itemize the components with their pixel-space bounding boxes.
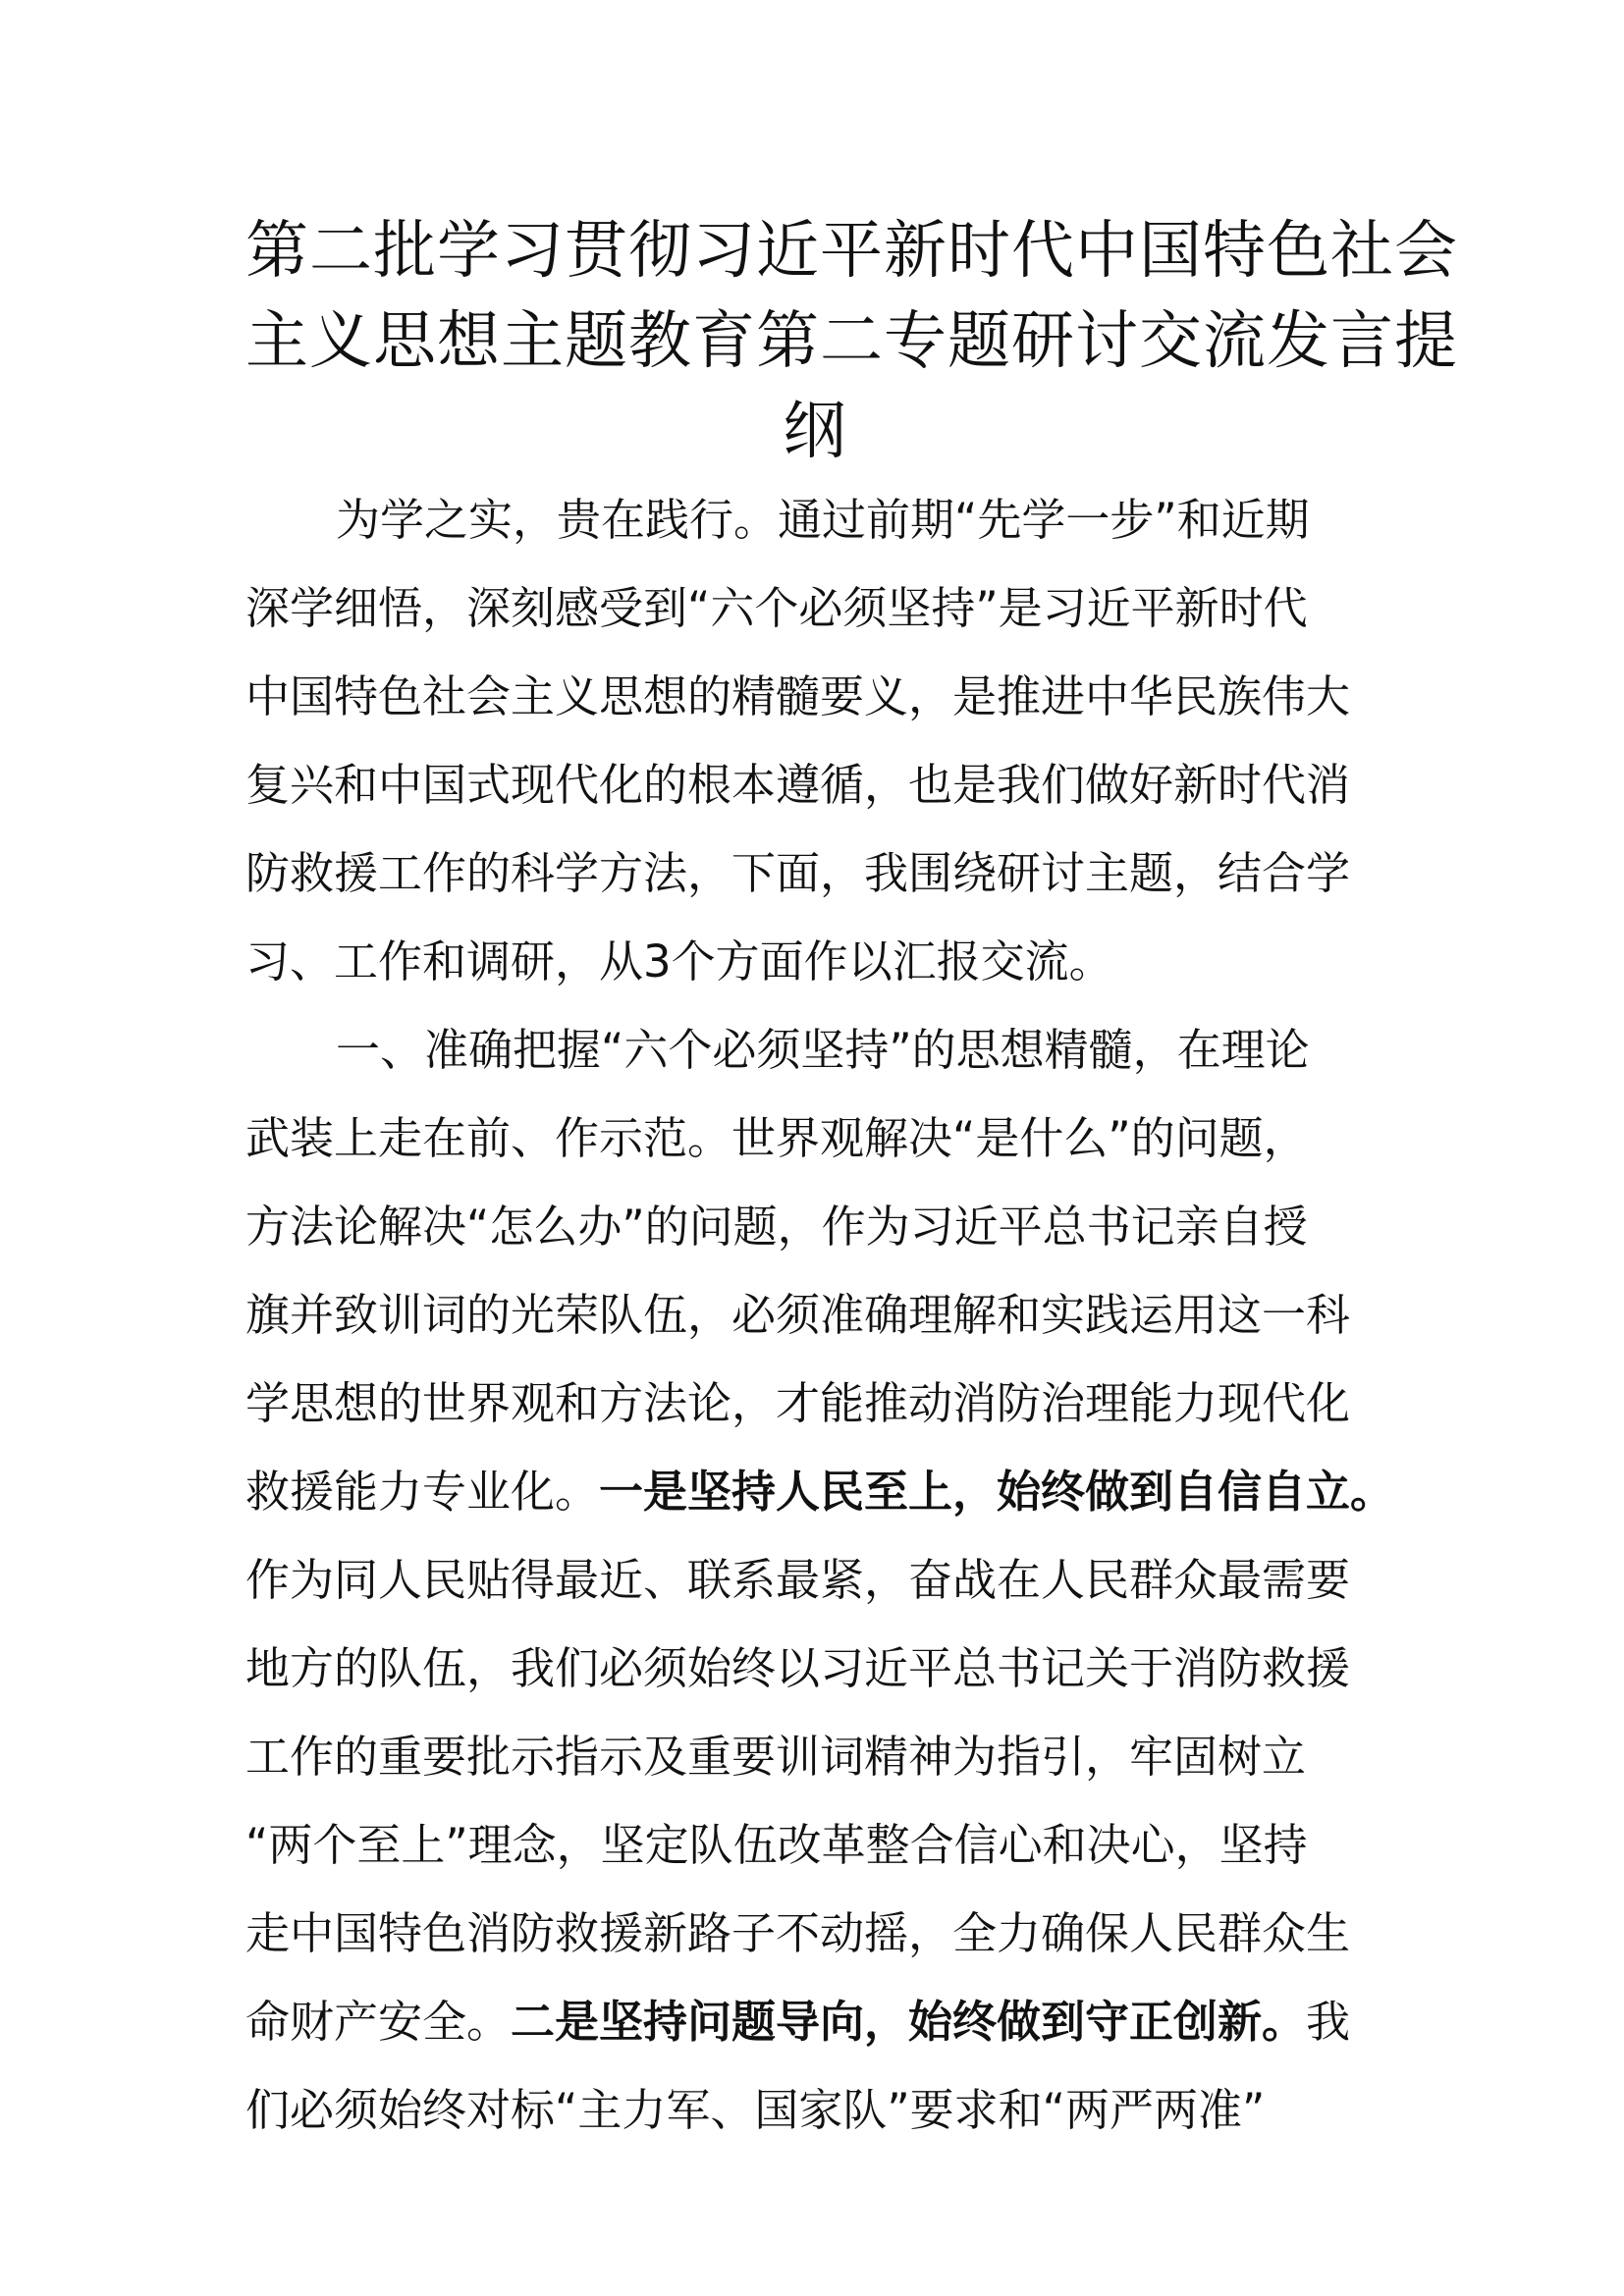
body-line [245, 918, 1394, 1006]
document-title [245, 206, 1458, 477]
text-segment: 走中国特色消防救援新路子不动摇，全力确保人民群众生 [245, 1907, 1351, 1959]
text-segment: 深学细悟，深刻感受到“六个必须坚持”是习近平新时代 [245, 582, 1308, 634]
text-segment: 旗并致训词的光荣队伍，必须准确理解和实践运用这一科 [245, 1289, 1351, 1341]
bold-point-heading: 二是坚持问题导向，始终做到守正创新。 [511, 1996, 1307, 2048]
text-segment: 工作的重要批示指示及重要训词精神为指引，牢固树立 [245, 1731, 1307, 1783]
body-line [245, 2066, 1394, 2155]
body-line [245, 741, 1394, 829]
body-line [245, 1978, 1394, 2066]
body-line [245, 1536, 1394, 1625]
text-segment: 救援能力专业化。 [245, 1466, 600, 1518]
body-line [245, 1271, 1394, 1360]
body-line [245, 1448, 1394, 1536]
text-segment: 命财产安全。 [245, 1996, 512, 2048]
bold-point-heading: 一是坚持人民至上，始终做到自信自立。 [599, 1466, 1395, 1518]
text-segment: 地方的队伍，我们必须始终以习近平总书记关于消防救援 [245, 1642, 1351, 1694]
title-line: 主义思想主题教育第二专题研讨交流发言提 [245, 305, 1458, 378]
text-segment: 武装上走在前、作示范。世界观解决“是什么”的问题， [245, 1112, 1308, 1164]
body-line [245, 564, 1394, 653]
body-line [245, 1360, 1394, 1448]
body-line [245, 1095, 1394, 1183]
title-line: 纲 [783, 396, 847, 468]
text-segment: 作为同人民贴得最近、联系最紧，奋战在人民群众最需要 [245, 1554, 1351, 1606]
text-segment: 我 [1306, 1996, 1351, 2048]
body-line [245, 653, 1394, 741]
text-segment: 学思想的世界观和方法论，才能推动消防治理能力现代化 [245, 1377, 1351, 1429]
text-segment: 一、准确把握“六个必须坚持”的思想精髓，在理论 [336, 1024, 1310, 1076]
body-line [245, 1801, 1394, 1890]
body-line [245, 1713, 1394, 1801]
body-line [245, 1890, 1394, 1978]
body-line [245, 1625, 1394, 1713]
text-segment: 为学之实，贵在践行。通过前期“先学一步”和近期 [336, 494, 1310, 546]
text-segment: 防救援工作的科学方法，下面，我围绕研讨主题，结合学 [245, 847, 1351, 899]
text-segment: 方法论解决“怎么办”的问题，作为习近平总书记亲自授 [245, 1201, 1308, 1253]
text-segment: 习、工作和调研，从3个方面作以汇报交流。 [245, 935, 1113, 988]
text-segment: 们必须始终对标“主力军、国家队”要求和“两严两准” [245, 2084, 1266, 2136]
text-segment: 复兴和中国式现代化的根本遵循，也是我们做好新时代消 [245, 759, 1351, 811]
body-line [245, 829, 1394, 918]
title-line: 第二批学习贯彻习近平新时代中国特色社会 [245, 215, 1458, 288]
text-segment: 中国特色社会主义思想的精髓要义，是推进中华民族伟大 [245, 670, 1351, 722]
body-line [245, 1183, 1394, 1271]
text-segment: “两个至上”理念，坚定队伍改革整合信心和决心，坚持 [245, 1819, 1308, 1871]
document-body [245, 476, 1394, 2155]
body-line [245, 476, 1394, 564]
section-heading-line [245, 1006, 1394, 1095]
